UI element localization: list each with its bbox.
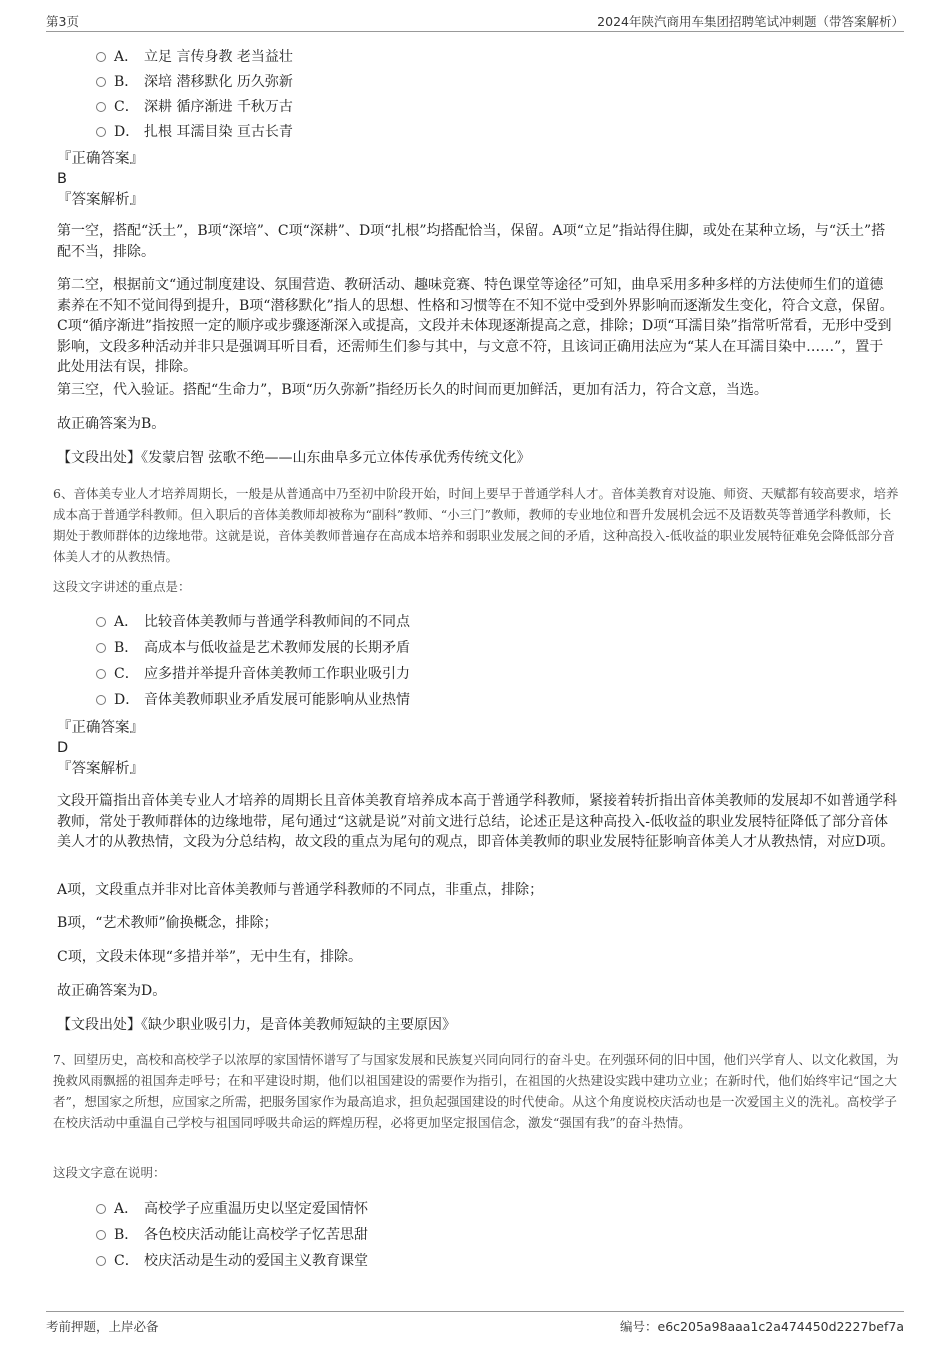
q5-option-c[interactable]: C． 深耕 循序渐进 千秋万古	[96, 96, 293, 118]
radio-icon[interactable]	[96, 127, 106, 137]
footer-slogan: 考前押题，上岸必备	[46, 1319, 159, 1334]
q6-source: 【文段出处】《缺少职业吸引力，是音体美教师短缺的主要原因》	[57, 1017, 456, 1033]
q6-option-a[interactable]: A． 比较音体美教师与普通学科教师间的不同点	[96, 611, 410, 633]
q7-prompt: 这段文字意在说明：	[53, 1165, 166, 1180]
q7-option-b[interactable]: B． 各色校庆活动能让高校学子忆苦思甜	[96, 1224, 368, 1246]
q6-prompt: 这段文字讲述的重点是：	[53, 579, 191, 594]
q6-analysis-p5: 故正确答案为D。	[57, 983, 167, 999]
radio-icon[interactable]	[96, 77, 106, 87]
q5-answer: B	[57, 171, 67, 187]
radio-icon[interactable]	[96, 1204, 106, 1214]
q7-question: 7、回望历史，高校和高校学子以浓厚的家国情怀谱写了与国家发展和民族复兴同向同行的奋斗史。在列强环伺的旧中国，他们兴学育人、以文化救国，为挽救风雨飘摇的祖国奔走呼号；在和平建设时期，他们以祖国建设的需要作为指引，在祖国的火热建设实践中建功立业；在新时代，他们始终牢记“国之大者”，想国家之所想，应国家之所需，把服务国家作为最高追求，担负起强国建设的时代使命。从这个角度说校庆活动也是一次爱国主义的洗礼。高校学子在校庆活动中重温自己学校与祖国同呼吸共命运的辉煌历程，必将更加坚定报国信念，激发“强国有我”的奋斗热情。	[53, 1052, 899, 1130]
q5-option-d[interactable]: D． 扎根 耳濡目染 亘古长青	[96, 121, 293, 143]
q5-analysis-p1: 第一空，搭配“沃土”，B项“深培”、C项“深耕”、D项“扎根”均搭配恰当，保留。A项“立足”指站得住脚，或处在某种立场，与“沃土”搭配不当，排除。	[57, 223, 886, 260]
q5-answer-label: 『正确答案』	[57, 151, 144, 167]
q7-option-c[interactable]: C． 校庆活动是生动的爱国主义教育课堂	[96, 1250, 368, 1272]
q6-option-d[interactable]: D． 音体美教师职业矛盾发展可能影响从业热情	[96, 689, 410, 711]
document-code: 编号：e6c205a98aaa1c2a474450d2227bef7a	[620, 1319, 904, 1334]
q7-option-a[interactable]: A． 高校学子应重温历史以坚定爱国情怀	[96, 1198, 368, 1220]
q6-analysis-p1: 文段开篇指出音体美专业人才培养的周期长且音体美教育培养成本高于普通学科教师，紧接着转折指出音体美教师的发展却不如普通学科教师，常处于教师群体的边缘地带，尾句通过“这就是说”对前文进行总结，论述正是这种高投入-低收益的职业发展特征降低了部分音体美人才的从教热情，文段为分总结构，故文段的重点为尾句的观点，即音体美教师的职业发展特征影响音体美人才从教热情，对应D项。	[57, 793, 897, 850]
q5-option-b[interactable]: B． 深培 潜移默化 历久弥新	[96, 71, 293, 93]
q6-analysis-p2: A项，文段重点并非对比音体美教师与普通学科教师的不同点，非重点，排除；	[57, 882, 544, 898]
q6-answer: D	[57, 740, 69, 756]
page-header	[46, 10, 904, 32]
radio-icon[interactable]	[96, 617, 106, 627]
radio-icon[interactable]	[96, 102, 106, 112]
q6-answer-label: 『正确答案』	[57, 720, 144, 736]
q5-analysis-label: 『答案解析』	[57, 192, 144, 208]
q5-analysis-p4: 故正确答案为B。	[57, 416, 166, 432]
radio-icon[interactable]	[96, 669, 106, 679]
q6-analysis-p4: C项，文段未体现“多措并举”，无中生有，排除。	[57, 949, 363, 965]
radio-icon[interactable]	[96, 695, 106, 705]
radio-icon[interactable]	[96, 1256, 106, 1266]
radio-icon[interactable]	[96, 52, 106, 62]
page-number: 第3页	[46, 14, 79, 29]
q6-option-c[interactable]: C． 应多措并举提升音体美教师工作职业吸引力	[96, 663, 410, 685]
radio-icon[interactable]	[96, 1230, 106, 1240]
q5-option-a[interactable]: A． 立足 言传身教 老当益壮	[96, 46, 293, 68]
q6-option-b[interactable]: B． 高成本与低收益是艺术教师发展的长期矛盾	[96, 637, 410, 659]
q5-source: 【文段出处】《发蒙启智 弦歌不绝——山东曲阜多元立体传承优秀传统文化》	[57, 450, 531, 466]
q6-analysis-label: 『答案解析』	[57, 761, 144, 777]
q5-analysis-p3: 第三空，代入验证。搭配“生命力”，B项“历久弥新”指经历长久的时间而更加鲜活，更加有活力，符合文意，当选。	[57, 382, 768, 398]
radio-icon[interactable]	[96, 643, 106, 653]
page-footer	[46, 1311, 904, 1337]
q6-analysis-p3: B项，“艺术教师”偷换概念，排除；	[57, 915, 278, 931]
document-title: 2024年陕汽商用车集团招聘笔试冲刺题（带答案解析）	[597, 14, 904, 29]
q6-question: 6、音体美专业人才培养周期长，一般是从普通高中乃至初中阶段开始，时间上要早于普通学科人才。音体美教育对设施、师资、天赋都有较高要求，培养成本高于普通学科教师。但入职后的音体美教师却被称为“副科”教师、“小三门”教师，教师的专业地位和晋升发展机会远不及语数英等普通学科教师，长期处于教师群体的边缘地带。这就是说，音体美教师普遍存在高成本培养和弱职业发展之间的矛盾，这种高投入-低收益的职业发展特征难免会降低部分音体美人才的从教热情。	[53, 486, 899, 564]
q5-analysis-p2: 第二空，根据前文“通过制度建设、氛围营造、教研活动、趣味竞赛、特色课堂等途径”可知，曲阜采用多种多样的方法使师生们的道德素养在不知不觉间得到提升，B项“潜移默化”指人的思想、性格和习惯等在不知不觉中受到外界影响而逐渐发生变化，符合文意，保留。C项“循序渐进”指按照一定的顺序或步骤逐渐深入或提高，文段并未体现逐渐提高之意，排除；D项“耳濡目染”指常听常看，无形中受到影响，文段多种活动并非只是强调耳听目看，还需师生们参与其中，与文意不符，且该词正确用法应为“某人在耳濡目染中……”，置于此处用法有误，排除。	[57, 277, 894, 375]
